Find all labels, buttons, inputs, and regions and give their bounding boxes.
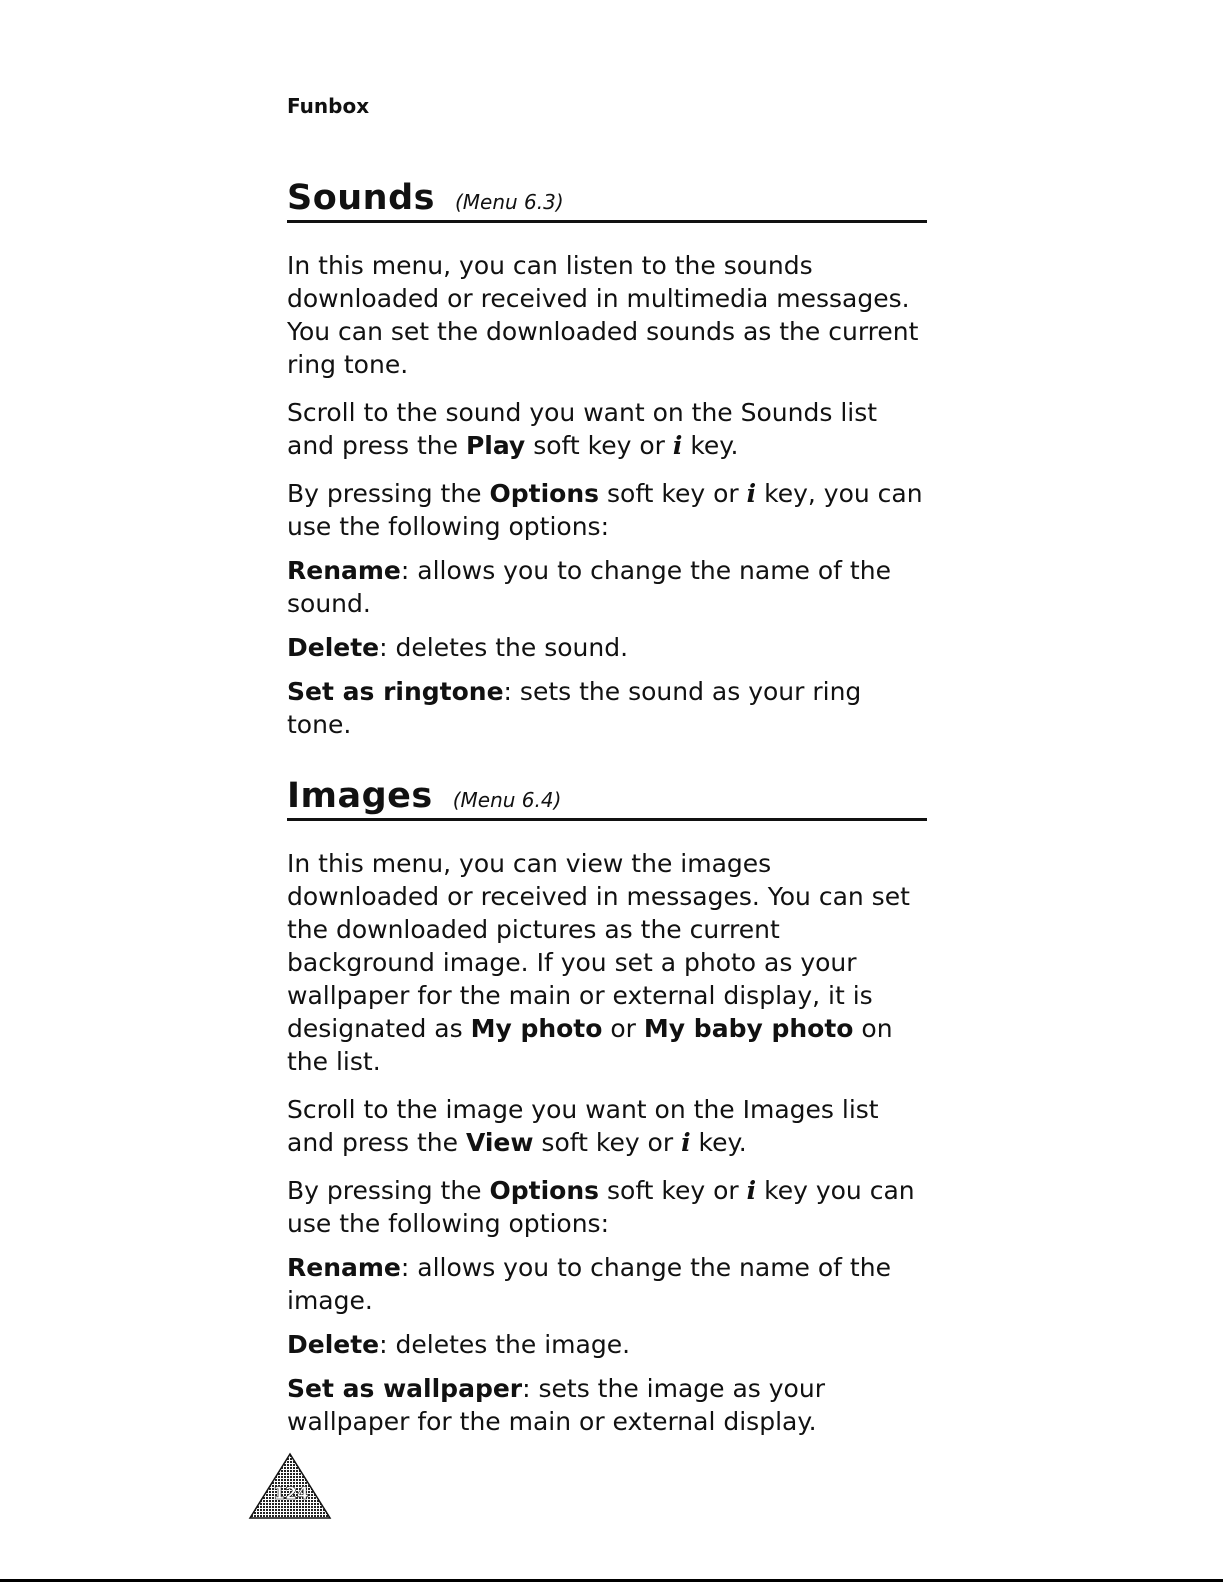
sounds-menu-ref: (Menu 6.3) (454, 190, 564, 214)
i-key-icon: i (672, 431, 683, 460)
images-menu-ref: (Menu 6.4) (452, 788, 562, 812)
sounds-options-instruction: By pressing the Options soft key or i key, you can use the following options: (287, 479, 923, 541)
sounds-intro: In this menu, you can listen to the sounds downloaded or received in multimedia messages. You can set the downloaded sounds as the current ring tone. (287, 251, 919, 379)
images-options-instruction: By pressing the Options soft key or i key you can use the following options: (287, 1176, 915, 1238)
images-heading (287, 776, 927, 821)
i-key-icon: i (681, 1128, 691, 1157)
chapter-header: Funbox (287, 94, 370, 118)
images-scroll-instruction: Scroll to the image you want on the Images list and press the View soft key or i key. (287, 1095, 879, 1157)
sounds-title: Sounds (287, 178, 435, 218)
images-option-rename: Rename: allows you to change the name of the image. (287, 1253, 891, 1315)
sounds-section (287, 178, 927, 741)
sounds-scroll-instruction: Scroll to the sound you want on the Sounds list and press the Play soft key or i key. (287, 398, 878, 460)
i-key-icon: i (746, 479, 757, 508)
play-key-label: Play (465, 431, 526, 460)
i-key-icon: i (746, 1176, 757, 1205)
images-section (287, 776, 927, 1438)
sounds-option-rename: Rename: allows you to change the name of the sound. (287, 556, 891, 618)
view-key-label: View (465, 1128, 534, 1157)
sounds-heading (287, 178, 927, 223)
options-key-label: Options (489, 1176, 600, 1205)
sounds-option-set-ringtone: Set as ringtone: sets the sound as your ring tone. (287, 677, 862, 739)
images-option-delete: Delete: deletes the image. (287, 1330, 631, 1359)
images-title: Images (287, 776, 433, 816)
sounds-option-delete: Delete: deletes the sound. (287, 633, 629, 662)
images-intro: In this menu, you can view the images downloaded or received in messages. You can set the downloaded pictures as the current background image. If you set a photo as your wallpaper for the main or external display, it is designated as My photo or My baby photo on the list. (287, 849, 910, 1076)
options-key-label: Options (489, 479, 600, 508)
page-bottom-border (0, 1579, 1223, 1582)
images-option-set-wallpaper: Set as wallpaper: sets the image as your wallpaper for the main or external display. (287, 1374, 825, 1436)
page-number: 124 (273, 1484, 309, 1504)
page-number-badge (248, 1452, 332, 1520)
